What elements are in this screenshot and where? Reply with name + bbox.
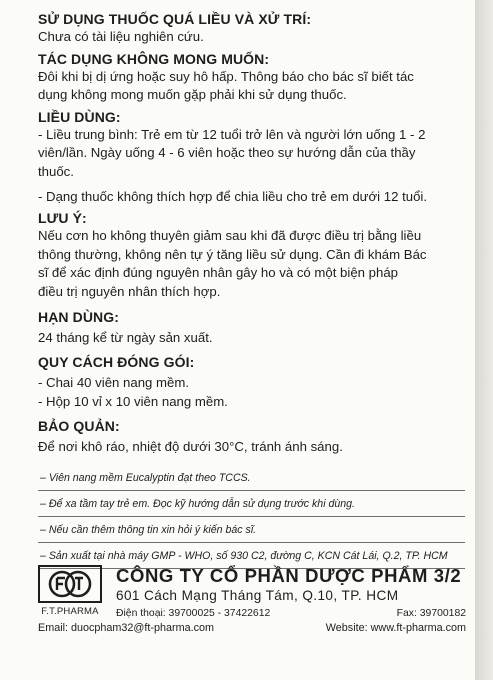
company-name: CÔNG TY CỔ PHẦN DƯỢC PHẨM 3/2 — [116, 565, 462, 586]
section-storage — [38, 417, 465, 457]
section-title: TÁC DỤNG KHÔNG MONG MUỐN: — [38, 50, 270, 67]
section-text: điều trị nguyên nhân thích hợp. — [38, 283, 221, 299]
section-text: dụng không mong muốn gặp phải khi sử dụng thuốc. — [38, 87, 347, 103]
company-email: Email: duocpham32@ft-pharma.com — [38, 622, 214, 634]
divider — [38, 490, 465, 491]
divider — [38, 516, 465, 517]
company-fax: Fax: 39700182 — [396, 608, 466, 619]
section-text: sĩ để xác định đúng nguyên nhân gây ho và có một biện pháp — [38, 265, 398, 281]
section-text: Đôi khi bị dị ứng hoặc suy hô hấp. Thông báo cho bác sĩ biết tác — [38, 68, 414, 84]
section-text: Để nơi khô ráo, nhiệt độ dưới 30°C, tránh ánh sáng. — [38, 439, 343, 455]
note-item: – Viên nang mềm Eucalyptin đạt theo TCCS. — [40, 471, 251, 484]
section-caution — [38, 209, 465, 301]
company-phone: Điện thoại: 39700025 - 37422612 — [116, 608, 271, 619]
web-row — [38, 622, 466, 634]
section-text: thuốc. — [38, 163, 74, 179]
logo-caption: F.T.PHARMA — [41, 606, 99, 617]
section-text: Nếu cơn ho không thuyên giảm sau khi đã được điều trị bằng liều — [38, 228, 422, 244]
section-title: BẢO QUẢN: — [38, 418, 120, 435]
section-overdose — [38, 10, 465, 47]
note-item: – Để xa tầm tay trẻ em. Đọc kỹ hướng dẫn sử dụng trước khi dùng. — [40, 497, 356, 510]
section-text: - Dạng thuốc không thích hợp để chia liều cho trẻ em dưới 12 tuổi. — [38, 188, 428, 204]
section-text: viên/lần. Ngày uống 4 - 6 viên hoặc theo sự hướng dẫn của thầy — [38, 145, 416, 161]
section-title: LƯU Ý: — [38, 210, 87, 227]
company-logo — [38, 565, 102, 603]
section-expiry — [38, 308, 465, 348]
page-edge — [476, 0, 493, 680]
section-title: SỬ DỤNG THUỐC QUÁ LIỀU VÀ XỬ TRÍ: — [38, 11, 312, 27]
company-website: Website: www.ft-pharma.com — [325, 622, 466, 634]
divider — [38, 542, 465, 543]
section-text: - Chai 40 viên nang mềm. — [38, 375, 189, 391]
section-dosage — [38, 108, 465, 206]
notes-block — [38, 471, 465, 569]
company-address: 601 Cách Mạng Tháng Tám, Q.10, TP. HCM — [116, 588, 399, 603]
section-title: HẠN DÙNG: — [38, 308, 120, 325]
section-text: Chưa có tài liệu nghiên cứu. — [38, 29, 204, 44]
ft-pharma-logo-icon — [43, 569, 97, 599]
section-title: LIỀU DÙNG: — [38, 108, 121, 125]
note-item: – Sản xuất tại nhà máy GMP - WHO, số 930 C2, đường C, KCN Cát Lái, Q.2, TP. HCM — [40, 549, 448, 562]
note-item: – Nếu cần thêm thông tin xin hỏi ý kiến bác sĩ. — [40, 523, 257, 536]
section-packaging — [38, 353, 465, 411]
section-side-effects — [38, 50, 465, 105]
contact-row — [116, 608, 466, 619]
section-text: 24 tháng kể từ ngày sản xuất. — [38, 329, 213, 345]
section-title: QUY CÁCH ĐÓNG GÓI: — [38, 354, 195, 371]
section-text: - Liều trung bình: Trẻ em từ 12 tuổi trở lên và người lớn uống 1 - 2 — [38, 126, 426, 142]
section-text: thông thường, không nên tự ý tăng liều sử dụng. Cần đi khám Bác — [38, 246, 427, 262]
section-text: - Hộp 10 vỉ x 10 viên nang mềm. — [38, 393, 228, 409]
